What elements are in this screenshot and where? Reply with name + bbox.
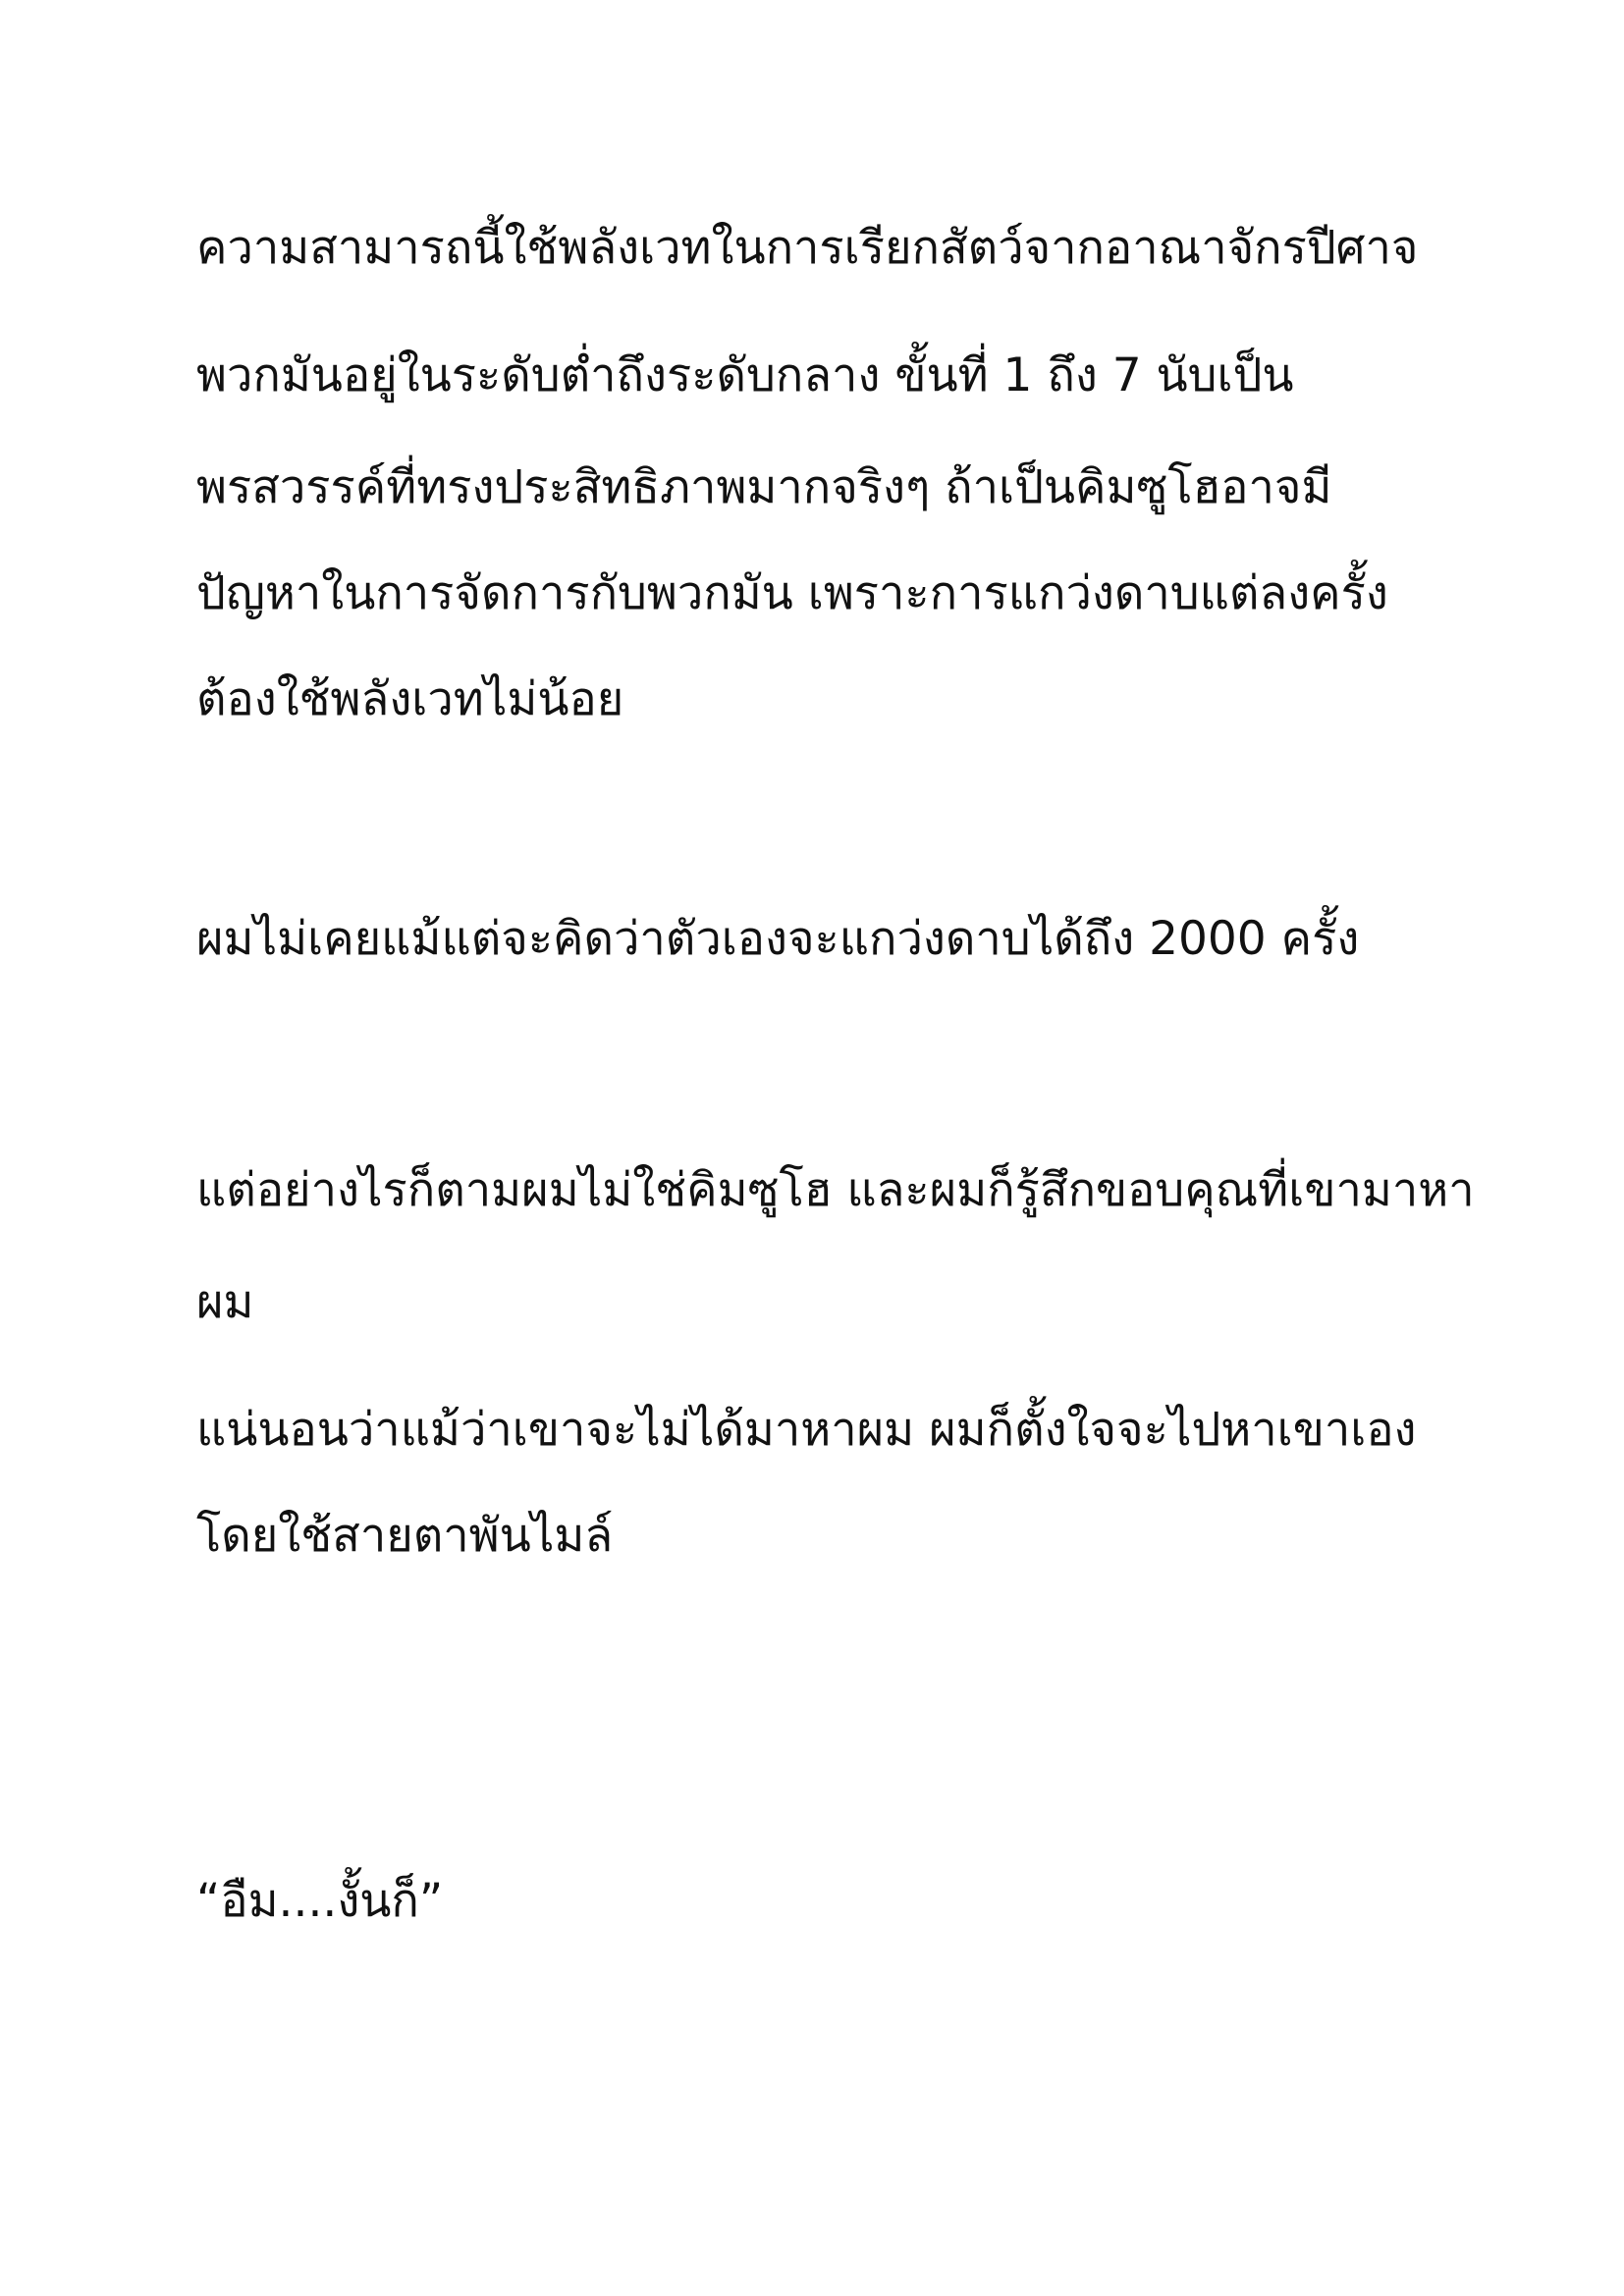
paragraph-4-line-2: โดยใช้สายตาพันไมล์ <box>196 1509 614 1563</box>
paragraph-1-line-5: ต้องใช้พลังเวทไม่น้อย <box>196 672 624 726</box>
paragraph-1-line-3: พรสวรรค์ที่ทรงประสิทธิภาพมากจริงๆ ถ้าเป็นคิมซูโฮอาจมี <box>196 460 1332 514</box>
paragraph-3-line-2: ผม <box>196 1275 254 1329</box>
paragraph-1-line-2: พวกมันอยู่ในระดับต่ำถึงระดับกลาง ขั้นที่ 1 ถึง 7 นับเป็น <box>196 348 1294 402</box>
paragraph-1-line-1: ความสามารถนี้ใช้พลังเวทในการเรียกสัตว์จากอาณาจักรปีศาจ <box>196 221 1419 275</box>
paragraph-1-line-4: ปัญหาในการจัดการกับพวกมัน เพราะการแกว่งดาบแต่ลงครั้ง <box>196 566 1388 620</box>
paragraph-4-line-1: แน่นอนว่าแม้ว่าเขาจะไม่ได้มาหาผม ผมก็ตั้งใจจะไปหาเขาเอง <box>196 1403 1417 1457</box>
dialogue-line: “อืม....งั้นก็” <box>196 1874 444 1928</box>
paragraph-3-line-1: แต่อย่างไรก็ตามผมไม่ใช่คิมซูโฮ และผมก็รู้สึกขอบคุณที่เขามาหา <box>196 1163 1475 1217</box>
paragraph-2-line-1: ผมไม่เคยแม้แต่จะคิดว่าตัวเองจะแกว่งดาบได้ถึง 2000 ครั้ง <box>196 912 1360 966</box>
